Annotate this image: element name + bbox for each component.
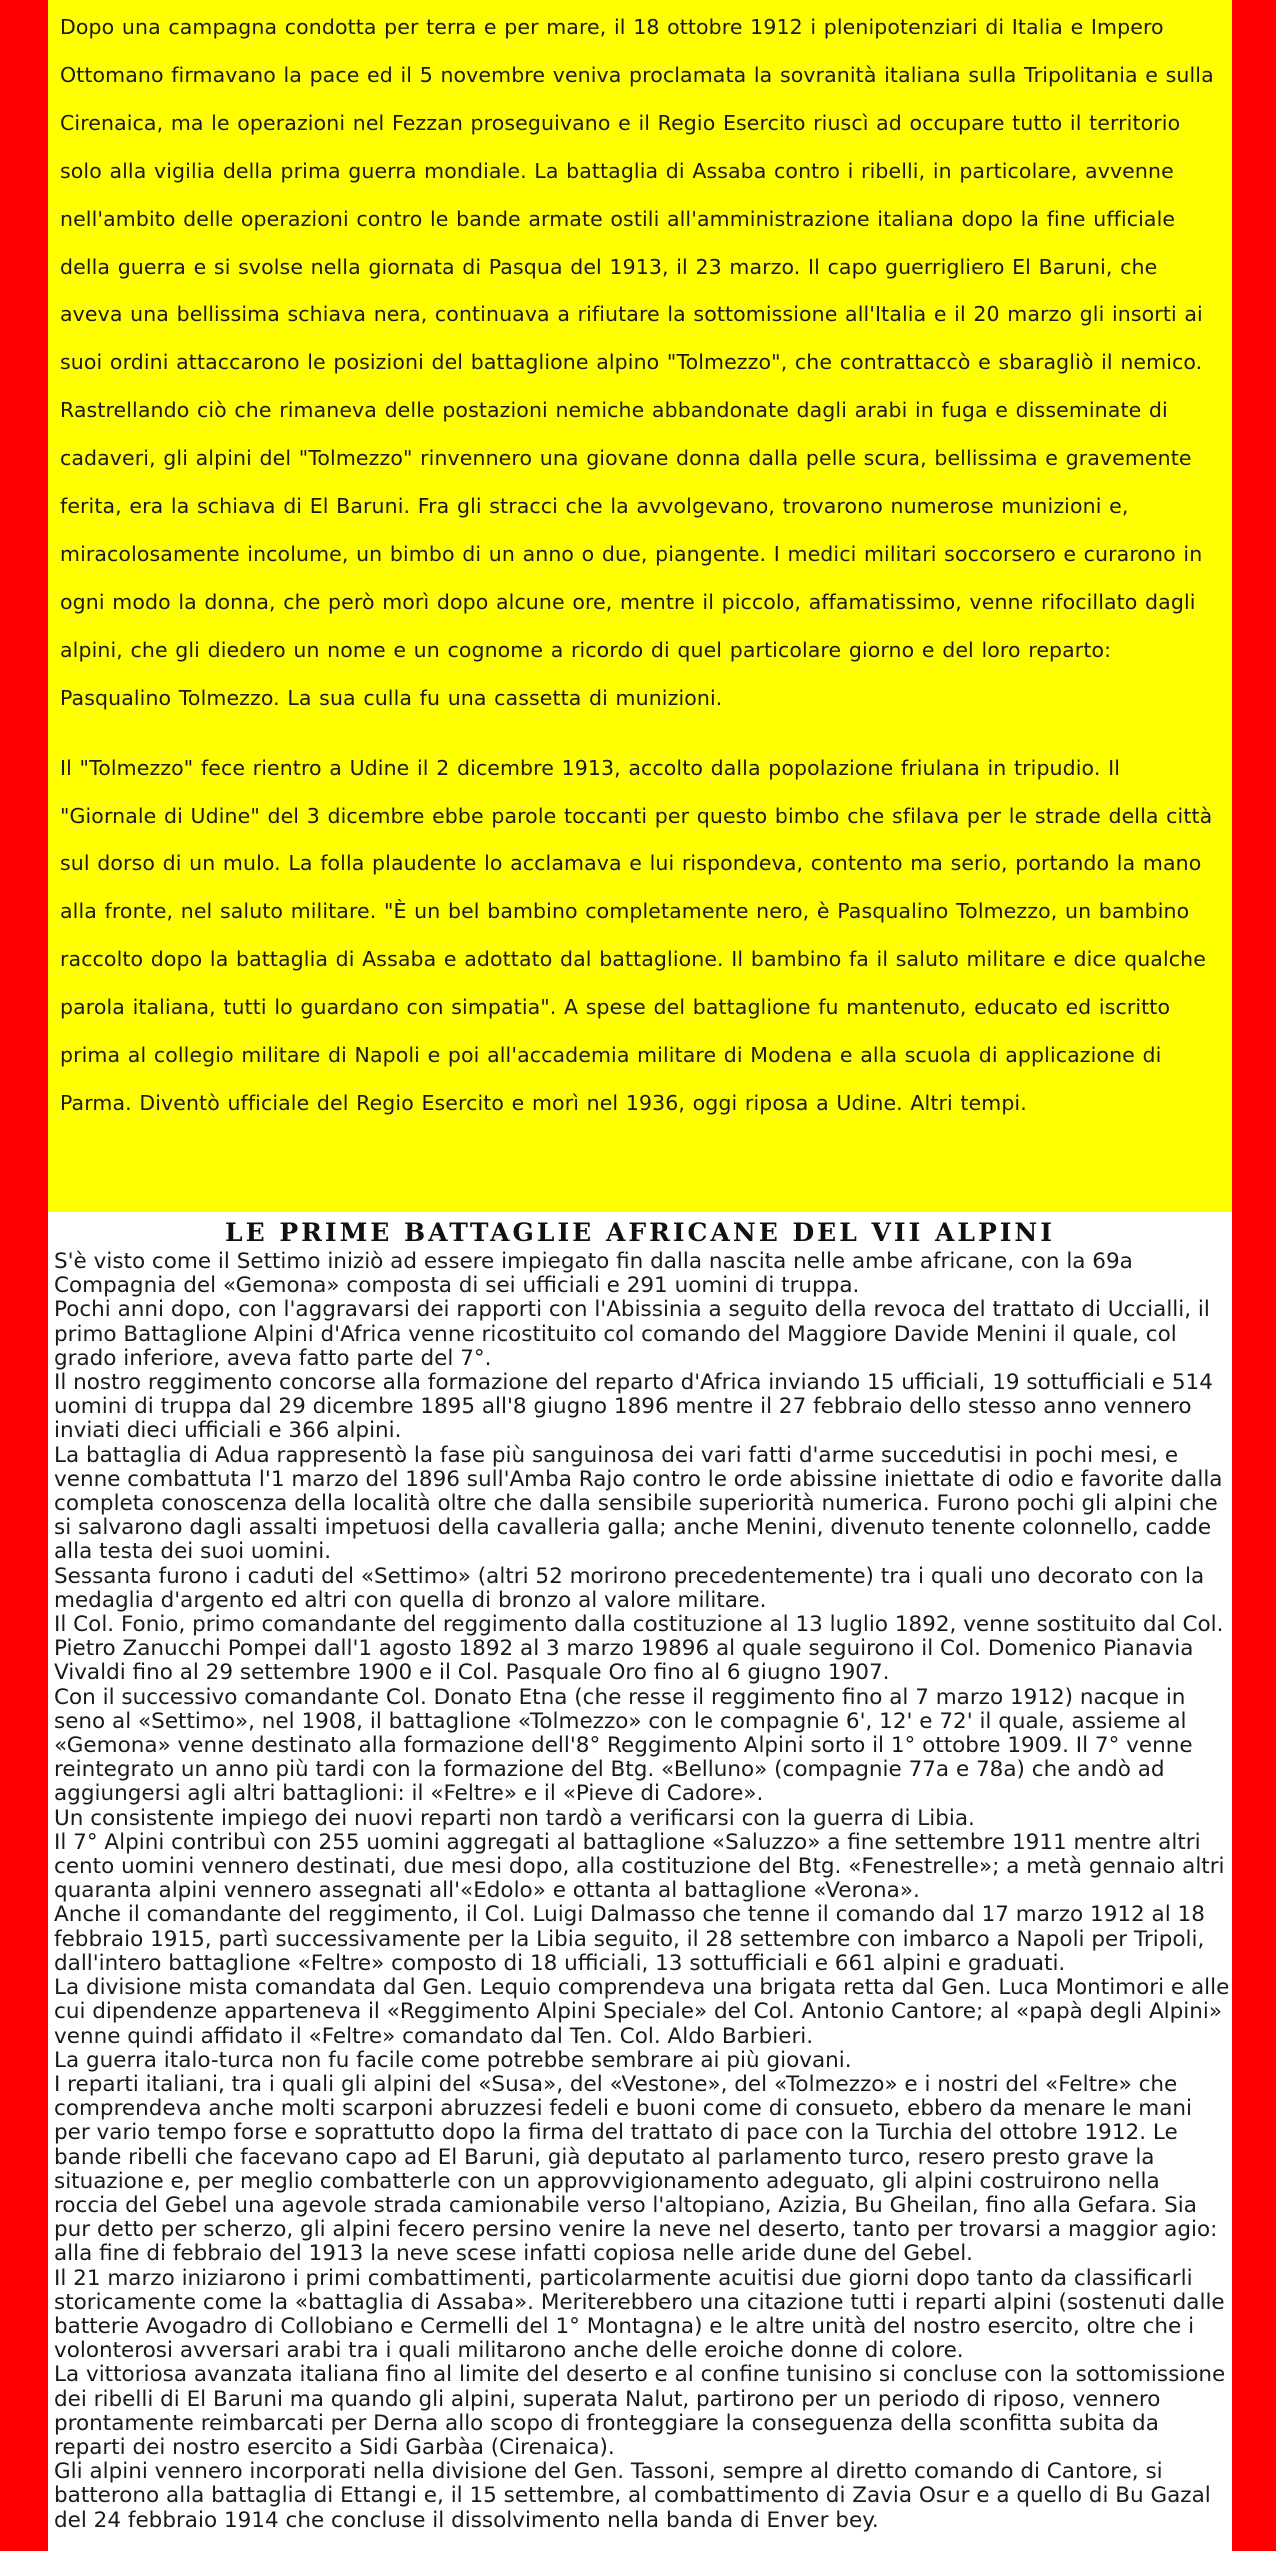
article-paragraph: La divisione mista comandata dal Gen. Lequio comprendeva una brigata retta dal Gen. Luca Montimori e alle cui dipendenze apparteneva il «Reggimento Alpini Speciale» del Col. Antonio Cantore; al «papà degli Alpini» venne quindi affidato il «Feltre» comandato dal Ten. Col. Aldo Barbieri.	[54, 1975, 1230, 2049]
article-paragraph: Sessanta furono i caduti del «Settimo» (altri 52 morirono precedentemente) tra i quali uno decorato con la medaglia d'argento ed altri con quella di bronzo al valore militare.	[54, 1563, 1205, 1613]
highlight-paragraph: Rastrellando ciò che rimaneva delle postazioni nemiche abbandonate dagli arabi in fuga e disseminate di cadaveri, gli alpini del "Tolmezzo" rinvennero una giovane donna dalla pelle scura, bellissima e gravemente ferita, era la schiava di El Baruni. Fra gli stracci che la avvolgevano, trovarono numerose munizioni e, miracolosamente incolume, un bimbo di un anno o due, piangente. I medici militari soccorsero e curarono in ogni modo la donna, che però morì dopo alcune ore, mentre il piccolo, affamatissimo, venne rifocillato dagli alpini, che gli diedero un nome e un cognome a ricordo di quel particolare giorno e del loro reparto: Pasqualino Tolmezzo. La sua culla fu una cassetta di munizioni.	[60, 398, 1203, 710]
article-paragraph: Il 7° Alpini contribuì con 255 uomini aggregati al battaglione «Saluzzo» a fine settembre 1911 mentre altri cento uomini vennero destinati, due mesi dopo, alla costituzione del Btg. «Fenestrelle»; a metà gennaio altri quaranta alpini vennero assegnati all'«Edolo» e ottanta al battaglione «Verona».	[54, 1829, 1225, 1904]
article-paragraph: S'è visto come il Settimo iniziò ad essere impiegato fin dalla nascita nelle ambe africane, con la 69a Compagnia del «Gemona» composta di sei ufficiali e 291 uomini di truppa.	[54, 1249, 1133, 1299]
page	[48, 0, 1232, 2551]
article-paragraph: Il nostro reggimento concorse alla formazione del reparto d'Africa inviando 15 ufficiali, 19 sottufficiali e 514 uomini di truppa dal 29 dicembre 1895 all'8 giugno 1896 mentre il 27 febbraio dello stesso anno vennero inviati dieci ufficiali e 366 alpini.	[54, 1370, 1213, 1444]
article-paragraph: Gli alpini vennero incorporati nella divisione del Gen. Tassoni, sempre al diretto comando di Cantore, si batterono alla battaglia di Ettangi e, il 15 settembre, al combattimento di Zavia Osur e a quello di Bu Gazal del 24 febbraio 1914 che concluse il dissolvimento nella banda di Enver bey.	[54, 2459, 1211, 2533]
highlight-paragraph: Il "Tolmezzo" fece rientro a Udine il 2 dicembre 1913, accolto dalla popolazione friulana in tripudio. Il "Giornale di Udine" del 3 dicembre ebbe parole toccanti per questo bimbo che sfilava per le strade della città sul dorso di un mulo. La folla plaudente lo acclamava e lui rispondeva, contento ma serio, portando la mano alla fronte, nel saluto militare. "È un bel bambino completamente nero, è Pasqualino Tolmezzo, un bambino raccolto dopo la battaglia di Assaba e adottato dal battaglione. Il bambino fa il saluto militare e dice qualche parola italiana, tutti lo guardano con simpatia". A spese del battaglione fu mantenuto, educato ed iscritto prima al collegio militare di Napoli e poi all'accademia militare di Modena e alla scuola di applicazione di Parma. Diventò ufficiale del Regio Esercito e morì nel 1936, oggi riposa a Udine. Altri tempi.	[60, 755, 1213, 1115]
article-paragraph: Un consistente impiego dei nuovi reparti non tardò a verificarsi con la guerra di Libia.	[54, 1805, 975, 1831]
article-paragraph: La battaglia di Adua rappresentò la fase più sanguinosa dei vari fatti d'arme succedutisi in pochi mesi, e venne combattuta l'1 marzo del 1896 sull'Amba Rajo contro le orde abissine iniettate di odio e favorite dalla completa conoscenza della località oltre che dalla sensibile superiorità numerica. Furono pochi gli alpini che si salvarono dagli assalti impetuosi della cavalleria galla; anche Menini, divenuto tenente colonnello, cadde alla testa dei suoi uomini.	[54, 1442, 1223, 1565]
article-body	[54, 1250, 1230, 2533]
highlight-paragraph: Dopo una campagna condotta per terra e per mare, il 18 ottobre 1912 i plenipotenziari di Italia e Impero Ottomano firmavano la pace ed il 5 novembre veniva proclamata la sovranità italiana sulla Tripolitania e sulla Cirenaica, ma le operazioni nel Fezzan proseguivano e il Regio Esercito riuscì ad occupare tutto il territorio solo alla vigilia della prima guerra mondiale. La battaglia di Assaba contro i ribelli, in particolare, avvenne nell'ambito delle operazioni contro le bande armate ostili all'amministrazione italiana dopo la fine ufficiale della guerra e si svolse nella giornata di Pasqua del 1913, il 23 marzo. Il capo guerrigliero El Baruni, che aveva una bellissima schiava nera, continuava a rifiutare la sottomissione all'Italia e il 20 marzo gli insorti ai suoi ordini attaccarono le posizioni del battaglione alpino "Tolmezzo", che contrattaccò e sbaragliò il nemico.	[60, 15, 1214, 375]
article-paragraph: Il Col. Fonio, primo comandante del reggimento dalla costituzione al 13 luglio 1892, venne sostituito dal Col. Pietro Zanucchi Pompei dall'1 agosto 1892 al 3 marzo 19896 al quale seguirono il Col. Domenico Pianavia Vivaldi fino al 29 settembre 1900 e il Col. Pasquale Oro fino al 6 giugno 1907.	[54, 1612, 1224, 1686]
article-paragraph: Pochi anni dopo, con l'aggravarsi dei rapporti con l'Abissinia a seguito della revoca del trattato di Uccialli, il primo Battaglione Alpini d'Africa venne ricostituito col comando del Maggiore Davide Menini il quale, col grado inferiore, aveva fatto parte del 7°.	[54, 1297, 1210, 1371]
section-title: LE PRIME BATTAGLIE AFRICANE DEL VII ALPINI	[225, 1218, 1055, 1247]
article-paragraph: Con il successivo comandante Col. Donato Etna (che resse il reggimento fino al 7 marzo 1912) nacque in seno al «Settimo», nel 1908, il battaglione «Tolmezzo» con le compagnie 6', 12' e 72' il quale, assieme al «Gemona» venne destinato alla formazione dell'8° Reggimento Alpini sorto il 1° ottobre 1909. Il 7° venne reintegrato un anno più tardi con la formazione del Btg. «Belluno» (compagnie 77a e 78a) che andò ad aggiungersi agli altri battaglioni: il «Feltre» e il «Pieve di Cadore».	[54, 1684, 1193, 1807]
article-paragraph: La guerra italo-turca non fu facile come potrebbe sembrare ai più giovani.	[54, 2047, 852, 2073]
article-paragraph: La vittoriosa avanzata italiana fino al limite del deserto e al confine tunisino si concluse con la sottomissione dei ribelli di El Baruni ma quando gli alpini, superata Nalut, partirono per un periodo di riposo, vennero prontamente reimbarcati per Derna allo scopo di fronteggiare la conseguenza della sconfitta subita da reparti dei nostro esercito a Sidi Garbàa (Cirenaica).	[54, 2362, 1226, 2460]
article-paragraph: I reparti italiani, tra i quali gli alpini del «Susa», del «Vestone», del «Tolmezzo» e i nostri del «Feltre» che comprendeva anche molti scarponi abruzzesi fedeli e buoni come di consueto, ebbero da menare le mani per vario tempo forse e soprattutto dopo la firma del trattato di pace con la Turchia del ottobre 1912. Le bande ribelli che facevano capo ad El Baruni, già deputato al parlamento turco, resero presto grave la situazione e, per meglio combatterle con un approvvigionamento adeguato, gli alpini costruirono nella roccia del Gebel una agevole strada camionabile verso l'altopiano, Azizia, Bu Gheilan, fino alla Gefara. Sia pur detto per scherzo, gli alpini fecero persino venire la neve nel deserto, tanto per trovarsi a maggior agio: alla fine di febbraio del 1913 la neve scese infatti copiosa nelle aride dune del Gebel.	[54, 2071, 1218, 2267]
article-paragraph: Anche il comandante del reggimento, il Col. Luigi Dalmasso che tenne il comando dal 17 marzo 1912 al 18 febbraio 1915, partì successivamente per la Libia seguito, il 28 settembre con imbarco a Napoli per Tripoli, dall'intero battaglione «Feltre» composto di 18 ufficiali, 13 sottufficiali e 661 alpini e graduati.	[54, 1902, 1205, 1976]
article-paragraph: Il 21 marzo iniziarono i primi combattimenti, particolarmente acuitisi due giorni dopo tanto da classificarli storicamente come la «battaglia di Assaba». Meriterebbero una citazione tutti i reparti alpini (sostenuti dalle batterie Avogadro di Collobiano e Cermelli del 1° Montagna) e le altre unità del nostro esercito, oltre che i volonterosi avversari arabi tra i quali militarono anche delle eroiche donne di colore.	[54, 2265, 1225, 2364]
highlight-box	[48, 0, 1232, 1212]
